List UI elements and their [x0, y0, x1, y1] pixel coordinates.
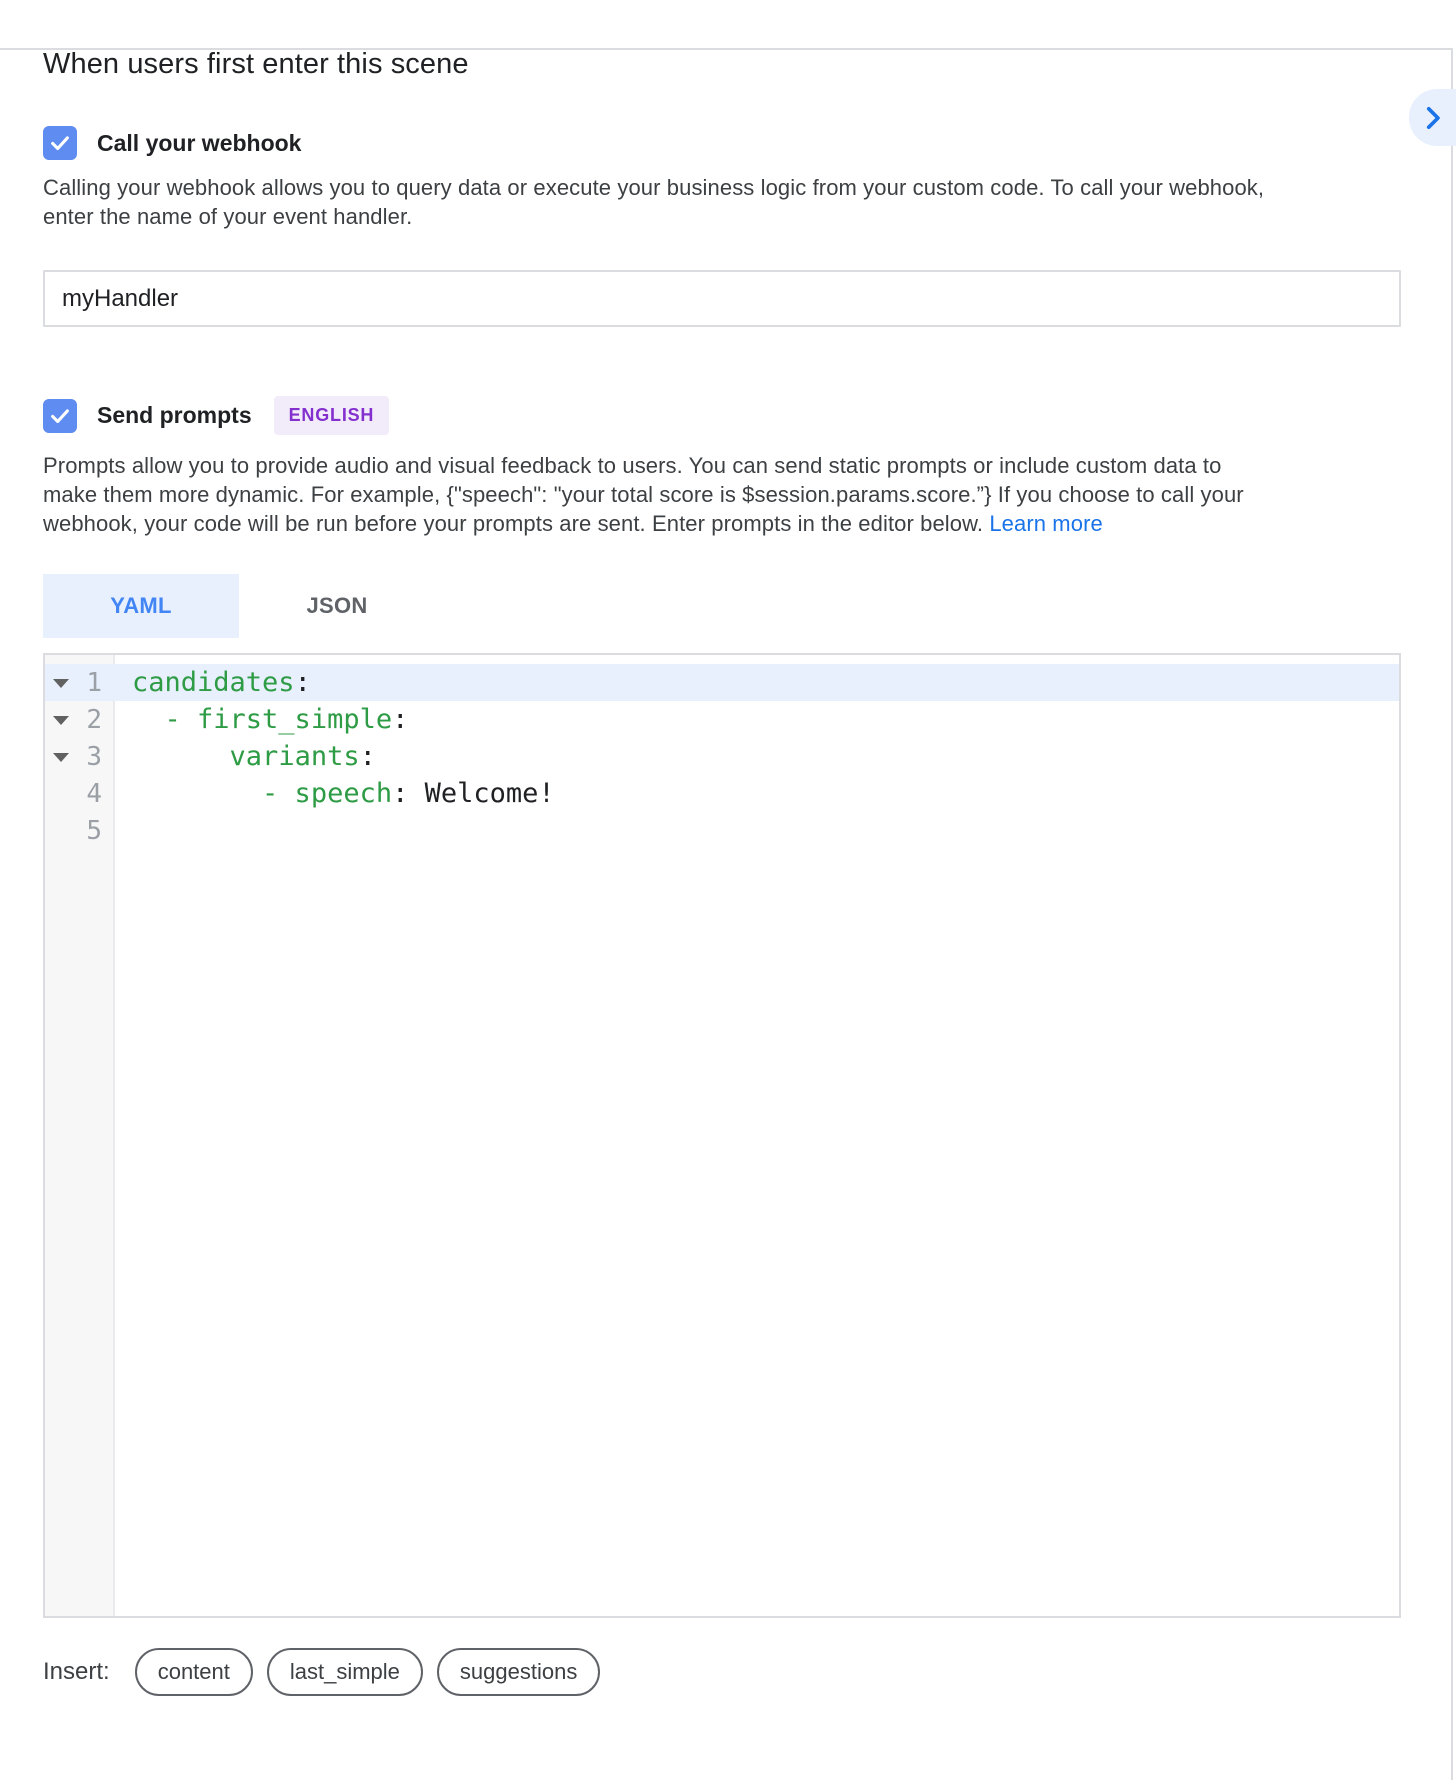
insert-label: Insert: — [43, 1658, 110, 1685]
send-prompts-label: Send prompts — [97, 402, 252, 428]
checkmark-icon — [49, 405, 71, 427]
call-webhook-checkbox[interactable] — [43, 126, 77, 160]
yaml-key-token: variants — [229, 741, 360, 772]
tab-json[interactable]: JSON — [239, 574, 435, 638]
event-handler-input[interactable] — [43, 270, 1401, 327]
call-webhook-label: Call your webhook — [97, 129, 302, 156]
code-text[interactable] — [115, 778, 1399, 809]
code-line[interactable] — [45, 775, 1399, 812]
learn-more-link[interactable]: Learn more — [989, 511, 1103, 536]
insert-bar — [43, 1648, 1401, 1696]
yaml-key-token: - first_simple — [164, 704, 393, 735]
chevron-right-icon — [1416, 101, 1450, 135]
code-text[interactable] — [115, 741, 1399, 772]
yaml-plain-token — [132, 741, 230, 772]
code-line[interactable] — [45, 701, 1399, 738]
insert-chip-last_simple[interactable]: last_simple — [267, 1648, 423, 1696]
gutter-cell — [45, 664, 115, 701]
line-number: 2 — [86, 704, 102, 735]
line-number: 1 — [86, 667, 102, 698]
prompts-description — [43, 451, 1275, 538]
yaml-plain-token: : — [359, 741, 376, 772]
code-lines — [45, 655, 1399, 849]
code-text[interactable] — [115, 667, 1399, 698]
yaml-plain-token — [132, 704, 165, 735]
yaml-key-token: candidates — [132, 667, 295, 698]
tab-yaml[interactable]: YAML — [43, 574, 239, 638]
fold-arrow-icon[interactable] — [53, 679, 69, 688]
line-number: 4 — [86, 778, 102, 809]
code-line[interactable] — [45, 812, 1399, 849]
line-number: 5 — [86, 815, 102, 846]
webhook-description: Calling your webhook allows you to query data or execute your business logic from your custom code. To call your webhook, enter the name of your event handler. — [43, 175, 1265, 229]
insert-chip-suggestions[interactable]: suggestions — [437, 1648, 600, 1696]
code-text[interactable] — [115, 704, 1399, 735]
checkmark-icon — [49, 132, 71, 154]
code-line[interactable] — [45, 664, 1399, 701]
yaml-plain-token: Welcome! — [408, 778, 555, 809]
fold-arrow-icon[interactable] — [53, 753, 69, 762]
yaml-plain-token — [132, 778, 262, 809]
language-badge: ENGLISH — [274, 396, 390, 435]
gutter-cell — [45, 775, 115, 812]
insert-chips — [135, 1648, 615, 1696]
yaml-plain-token: : — [392, 778, 409, 809]
prompts-description-text: Prompts allow you to provide audio and visual feedback to users. You can send static prompts or include custom data to make them more dynamic. For example, {"speech": "your total score is $session.params.score.”} If you choose to call your webhook, your code will be run before your prompts are sent. Enter prompts in the editor below. — [43, 453, 1244, 536]
yaml-plain-token: : — [392, 704, 409, 735]
send-prompts-checkbox[interactable] — [43, 399, 77, 433]
webhook-section-header — [43, 126, 1401, 160]
line-number: 3 — [86, 741, 102, 772]
collapse-panel-button[interactable] — [1409, 89, 1456, 146]
fold-arrow-icon[interactable] — [53, 716, 69, 725]
page-title: When users first enter this scene — [43, 48, 469, 80]
code-line[interactable] — [45, 738, 1399, 775]
yaml-key-token: - speech — [262, 778, 393, 809]
insert-chip-content[interactable]: content — [135, 1648, 253, 1696]
yaml-plain-token: : — [294, 667, 311, 698]
gutter-cell — [45, 812, 115, 849]
gutter-cell — [45, 738, 115, 775]
prompt-code-editor[interactable] — [43, 653, 1401, 1618]
gutter-cell — [45, 701, 115, 738]
editor-format-tabs — [43, 574, 1401, 638]
prompts-section-header — [43, 396, 1401, 435]
